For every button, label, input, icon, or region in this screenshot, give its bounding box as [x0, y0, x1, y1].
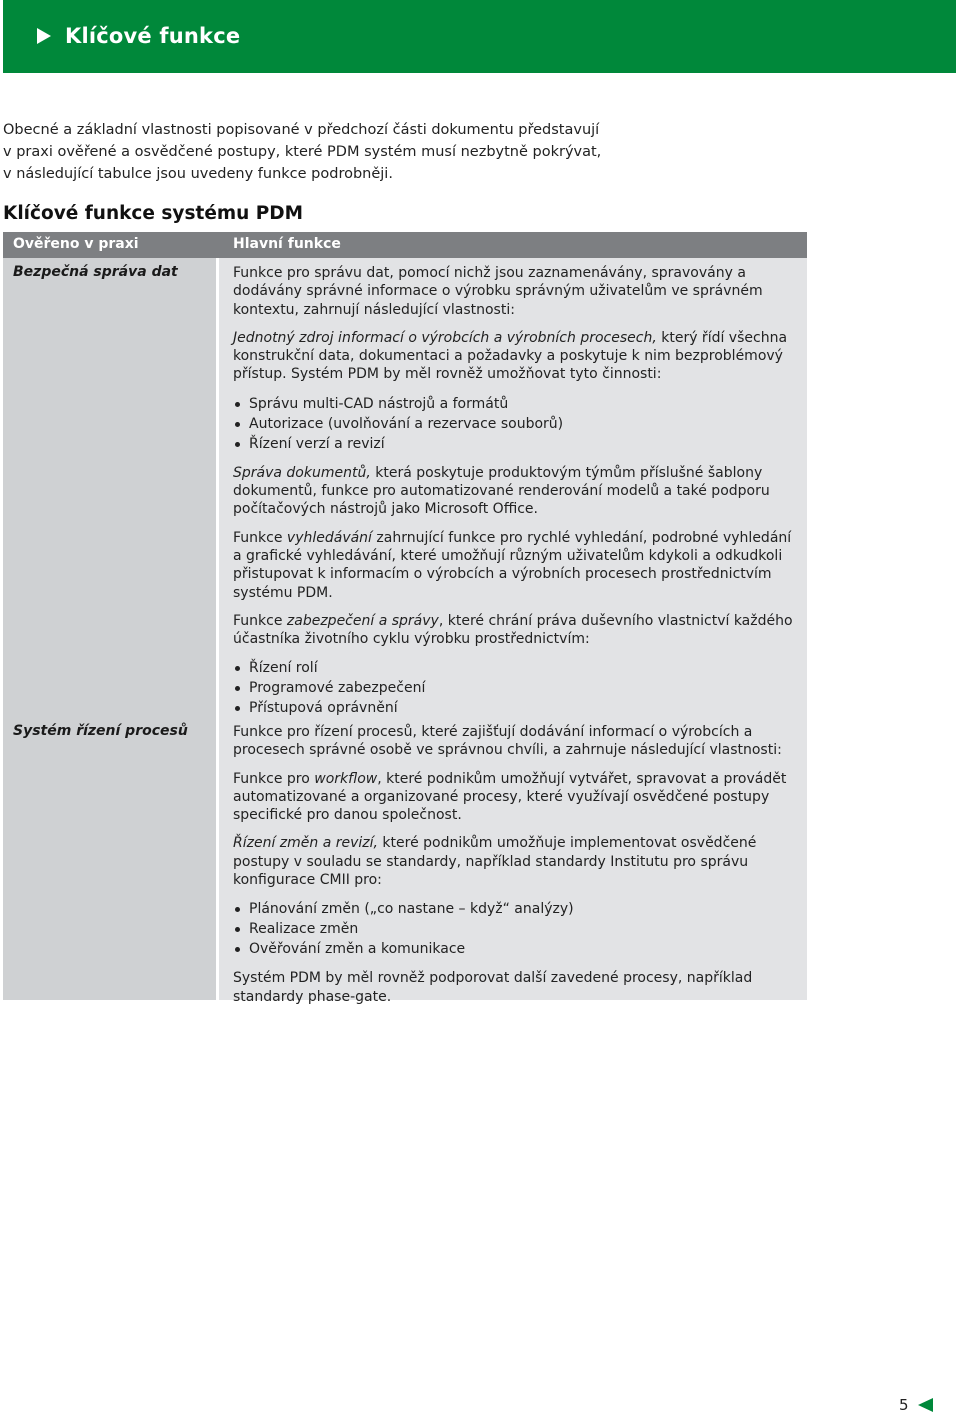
table-header-main-functions: Hlavní funkce	[233, 236, 341, 252]
paragraph: Funkce pro správu dat, pomocí nichž jsou zaznamenávány, spravovány a dodávány správné informace o výrobku správným uživatelům ve správném kontextu, zahrnují následující vlastnosti:	[233, 265, 763, 318]
emphasis: Správa dokumentů,	[233, 464, 371, 481]
features-table	[3, 232, 807, 1005]
page-title: Klíčové funkce	[65, 24, 241, 48]
page-number: 5	[899, 1396, 909, 1414]
section-title: Klíčové funkce systému PDM	[3, 203, 304, 224]
header-band	[3, 0, 956, 73]
emphasis: vyhledávání	[286, 529, 372, 546]
intro-line: Obecné a základní vlastnosti popisované v předchozí části dokumentu představují	[3, 122, 600, 138]
paragraph	[233, 464, 793, 519]
paragraph	[233, 529, 793, 602]
list-item: Autorizace (uvolňování a rezervace souborů)	[233, 414, 793, 434]
paragraph	[233, 834, 793, 889]
row-content-data-management	[233, 264, 793, 728]
row-content-process-management	[233, 723, 793, 1016]
list-item: Plánování změn („co nastane – když“ analýzy)	[233, 899, 793, 919]
text: která poskytuje produktovým týmům příslušné šablony dokumentů, funkce pro automatizované renderování modelů a také podporu počítačových nástrojů jako Microsoft Office.	[233, 464, 770, 518]
paragraph	[233, 612, 793, 649]
table-header-proven: Ověřeno v praxi	[13, 236, 139, 252]
previous-page-arrow-icon[interactable]	[918, 1398, 933, 1412]
table-header-row	[3, 232, 807, 258]
intro-line: v následující tabulce jsou uvedeny funkce podrobněji.	[3, 166, 393, 182]
text: Funkce	[233, 529, 287, 546]
list-item: Řízení verzí a revizí	[233, 434, 793, 454]
paragraph: Systém PDM by měl rovněž podporovat další zavedené procesy, například standardy phase-gate.	[233, 970, 753, 1005]
table-left-column	[3, 258, 216, 1000]
bullet-list	[233, 658, 793, 718]
text: které podnikům umožňuje implementovat osvědčené postupy v souladu se standardy, například standardy Institutu pro správu konfigurace CMII pro:	[233, 835, 757, 889]
text: zahrnující funkce pro rychlé vyhledání, podrobné vyhledání a grafické vyhledávání, které umožňují různým uživatelům kdykoli a odkudkoli přistupovat k informacím o výrobcích a výrobních procesech prostřednictvím systému PDM.	[233, 529, 792, 601]
paragraph	[233, 329, 793, 384]
row-label-process-management: Systém řízení procesů	[13, 723, 188, 739]
list-item: Řízení rolí	[233, 658, 793, 678]
text: Funkce pro	[233, 770, 315, 787]
paragraph: Funkce pro řízení procesů, které zajišťují dodávání informací o výrobcích a procesech správné osobě ve správnou chvíli, a zahrnuje následující vlastnosti:	[233, 724, 782, 759]
emphasis: workflow	[314, 770, 378, 787]
text: , které podnikům umožňují vytvářet, spravovat a provádět automatizované a organizované procesy, které využívají osvědčené postupy specifické pro danou společnost.	[233, 770, 787, 824]
intro-paragraph	[3, 119, 623, 185]
list-item: Přístupová oprávnění	[233, 698, 793, 718]
intro-line: v praxi ověřené a osvědčené postupy, které PDM systém musí nezbytně pokrývat,	[3, 144, 602, 160]
text: který řídí všechna konstrukční data, dokumentaci a požadavky a poskytuje k nim bezproblémový přístup. Systém PDM by měl rovněž umožňovat tyto činnosti:	[233, 329, 788, 383]
text: Funkce	[233, 612, 287, 629]
list-item: Ověřování změn a komunikace	[233, 939, 793, 959]
bullet-list	[233, 394, 793, 454]
play-arrow-icon	[37, 28, 51, 44]
list-item: Realizace změn	[233, 919, 793, 939]
list-item: Správu multi-CAD nástrojů a formátů	[233, 394, 793, 414]
row-label-data-management: Bezpečná správa dat	[13, 264, 178, 280]
emphasis: Řízení změn a revizí,	[233, 835, 378, 852]
emphasis: Jednotný zdroj informací o výrobcích a výrobních procesech,	[233, 329, 657, 346]
text: , které chrání práva duševního vlastnictví každého účastníka životního cyklu výrobku prostřednictvím:	[233, 612, 793, 648]
list-item: Programové zabezpečení	[233, 678, 793, 698]
paragraph	[233, 770, 793, 825]
bullet-list	[233, 899, 793, 959]
emphasis: zabezpečení a správy	[286, 612, 439, 629]
